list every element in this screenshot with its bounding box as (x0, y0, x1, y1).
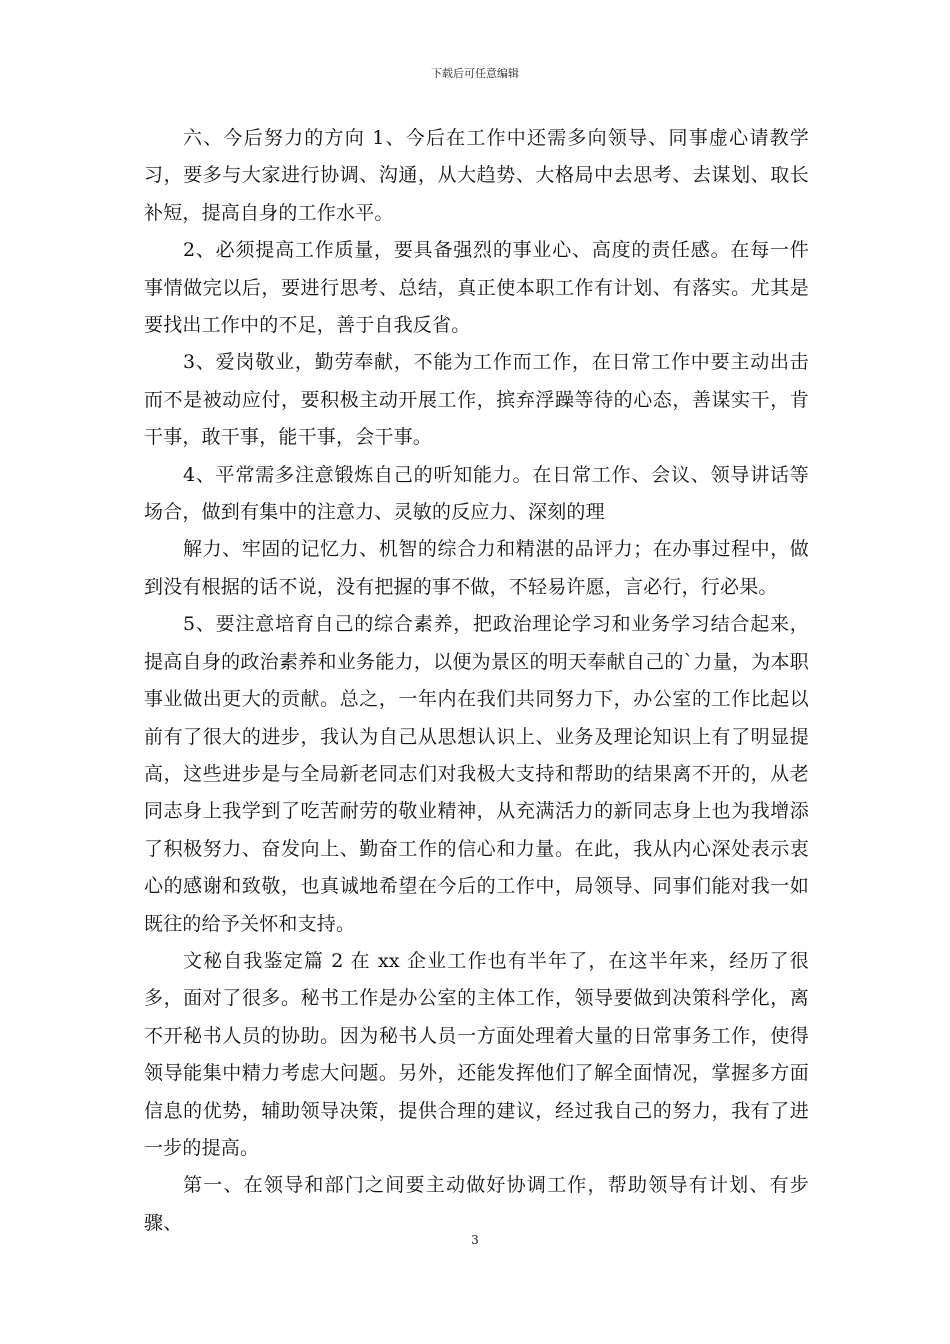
paragraph: 文秘自我鉴定篇 2 在 xx 企业工作也有半年了，在这半年来，经历了很多，面对了很多。秘书工作是办公室的主体工作，领导要做到决策科学化，离不开秘书人员的协助。因为秘书人员一方面处理着大量的日常事务工作，使得领导能集中精力考虑大问题。另外，还能发挥他们了解全面情况，掌握多方面信息的优势，辅助领导决策，提供合理的建议，经过我自己的努力，我有了进一步的提高。 (144, 949, 809, 1159)
document-body (144, 120, 809, 1242)
paragraph: 解力、牢固的记忆力、机智的综合力和精湛的品评力；在办事过程中，做到没有根据的话不说，没有把握的事不做，不轻易许愿，言必行，行必果。 (144, 538, 809, 598)
paragraph: 六、今后努力的方向 1、今后在工作中还需多向领导、同事虚心请教学习，要多与大家进行协调、沟通，从大趋势、大格局中去思考、去谋划、取长补短，提高自身的工作水平。 (144, 127, 809, 224)
page-header: 下载后可任意编辑 (431, 67, 519, 80)
paragraph: 5、要注意培育自己的综合素养，把政治理论学习和业务学习结合起来，提高自身的政治素养和业务能力，以便为景区的明天奉献自己的`力量，为本职事业做出更大的贡献。总之，一年内在我们共同努力下，办公室的工作比起以前有了很大的进步，我认为自己从思想认识上、业务及理论知识上有了明显提高，这些进步是与全局新老同志们对我极大支持和帮助的结果离不开的，从老同志身上我学到了吃苦耐劳的敬业精神，从充满活力的新同志身上也为我增添了积极努力、奋发向上、勤奋工作的信心和力量。在此，我从内心深处表示衷心的感谢和致敬，也真诚地希望在今后的工作中，局领导、同事们能对我一如既往的给予关怀和支持。 (144, 613, 809, 935)
paragraph: 2、必须提高工作质量，要具备强烈的事业心、高度的责任感。在每一件事情做完以后，要进行思考、总结，真正使本职工作有计划、有落实。尤其是要找出工作中的不足，善于自我反省。 (144, 239, 809, 337)
paragraph: 3、爱岗敬业，勤劳奉献，不能为工作而工作，在日常工作中要主动出击而不是被动应付，要积极主动开展工作，摈弃浮躁等待的心态，善谋实干，肯干事，敢干事，能干事，会干事。 (144, 351, 809, 449)
page-number: 3 (471, 1233, 479, 1247)
paragraph: 4、平常需多注意锻炼自己的听知能力。在日常工作、会议、领导讲话等场合，做到有集中的注意力、灵敏的反应力、深刻的理 (144, 463, 809, 524)
paragraph: 第一、在领导和部门之间要主动做好协调工作，帮助领导有计划、有步骤、 (144, 1174, 809, 1234)
